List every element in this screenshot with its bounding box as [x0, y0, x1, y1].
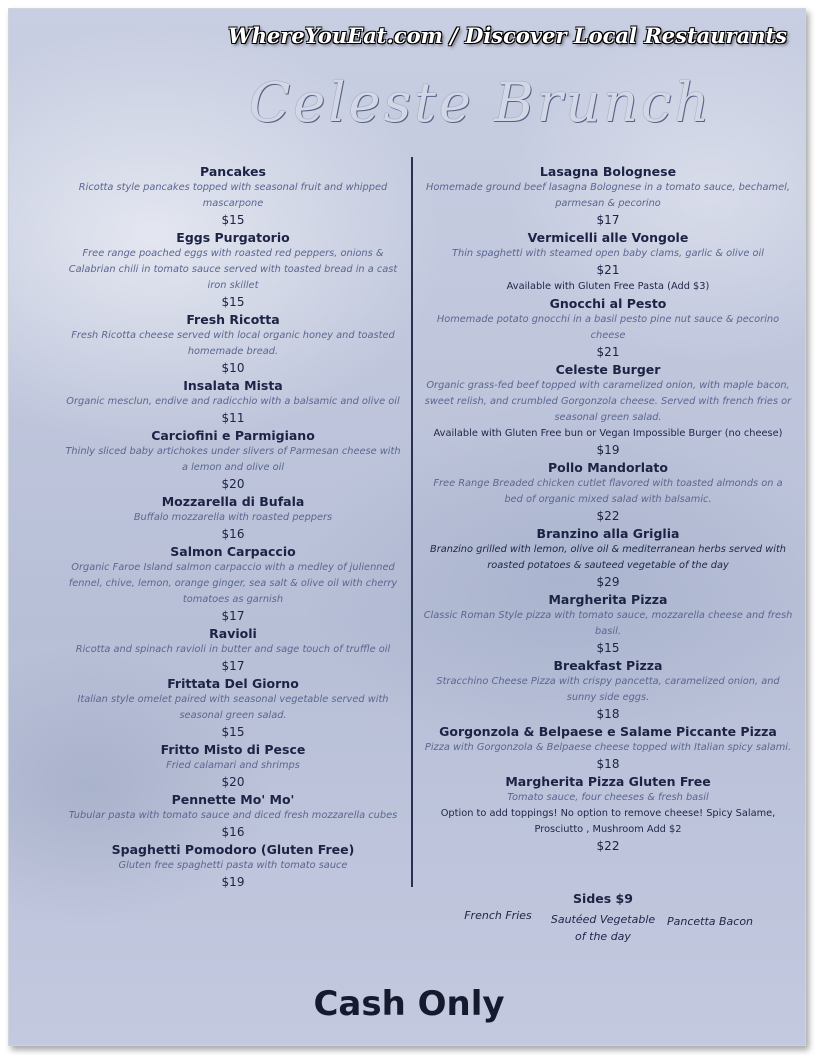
- item-price: $17: [221, 659, 245, 673]
- side-item: Sautéed Vegetable of the day: [550, 913, 656, 943]
- item-description: Gluten free spaghetti pasta with tomato sauce: [118, 860, 348, 871]
- item-price: $29: [596, 575, 620, 589]
- item-description: Fried calamari and shrimps: [166, 760, 300, 771]
- item-name: Salmon Carpaccio: [170, 544, 296, 559]
- item-description: Branzino grilled with lemon, olive oil & mediterranean herbs served with roasted potatoes & sauteed vegetable of the day: [429, 544, 787, 571]
- menu-item: [63, 543, 403, 625]
- item-name: Pennette Mo' Mo': [171, 792, 295, 807]
- item-price: $21: [596, 263, 620, 277]
- menu-item: [63, 311, 403, 377]
- item-price: $18: [596, 757, 620, 771]
- item-description: Italian style omelet paired with seasonal vegetable served with seasonal green salad.: [77, 694, 389, 721]
- item-name: Gorgonzola & Belpaese e Salame Piccante Pizza: [439, 724, 777, 739]
- item-description: Pizza with Gorgonzola & Belpaese cheese topped with Italian spicy salami.: [424, 742, 792, 753]
- item-note: Available with Gluten Free Pasta (Add $3): [506, 281, 710, 292]
- side-item: Pancetta Bacon: [666, 915, 754, 928]
- item-name: Mozzarella di Bufala: [161, 494, 305, 509]
- menu-item: [423, 591, 793, 657]
- item-name: Eggs Purgatorio: [176, 230, 290, 245]
- menu-item: [63, 625, 403, 675]
- menu-item: [63, 741, 403, 791]
- item-description: Homemade ground beef lasagna Bolognese in a tomato sauce, bechamel, parmesan & pecorino: [426, 182, 790, 209]
- item-description: Free range poached eggs with roasted red peppers, onions & Calabrian chili in tomato sauce served with toasted bread in a cast iron skillet: [68, 248, 398, 291]
- item-name: Insalata Mista: [183, 378, 283, 393]
- item-description: Stracchino Cheese Pizza with crispy pancetta, caramelized onion, and sunny side eggs.: [436, 676, 780, 703]
- menu-item: [63, 841, 403, 891]
- menu-item: [63, 163, 403, 229]
- item-price: $15: [596, 641, 620, 655]
- item-price: $15: [221, 213, 245, 227]
- menu-item: [423, 723, 793, 773]
- item-name: Fresh Ricotta: [186, 312, 280, 327]
- item-price: $18: [596, 707, 620, 721]
- right-column: [423, 163, 793, 855]
- menu-item: [423, 773, 793, 855]
- item-price: $17: [221, 609, 245, 623]
- menu-item: [63, 675, 403, 741]
- menu-item: [423, 459, 793, 525]
- item-price: $21: [596, 345, 620, 359]
- menu-item: [423, 295, 793, 361]
- menu-title: Celeste Brunch: [249, 71, 713, 134]
- menu-item: [63, 229, 403, 311]
- item-price: $15: [221, 725, 245, 739]
- item-description: Fresh Ricotta cheese served with local organic honey and toasted homemade bread.: [71, 330, 395, 357]
- watermark: WhereYouEat.com / Discover Local Restaurants: [228, 23, 787, 48]
- item-price: $16: [221, 825, 245, 839]
- column-divider: [411, 157, 413, 887]
- item-description: Organic grass-fed beef topped with caramelized onion, with maple bacon, sweet relish, and crumbled Gorgonzola cheese. Served with french fries or seasonal green salad.: [424, 380, 792, 423]
- item-description: Tomato sauce, four cheeses & fresh basil: [507, 792, 709, 803]
- item-description: Organic Faroe Island salmon carpaccio with a medley of julienned fennel, chive, lemon, orange ginger, sea salt & olive oil with cherry tomatoes as garnish: [68, 562, 398, 605]
- item-name: Margherita Pizza: [548, 592, 668, 607]
- menu-item: [63, 377, 403, 427]
- item-price: $15: [221, 295, 245, 309]
- item-name: Gnocchi al Pesto: [549, 296, 667, 311]
- item-note: Option to add toppings! No option to remove cheese! Spicy Salame, Prosciutto , Mushroom Add $2: [440, 808, 776, 835]
- item-description: Buffalo mozzarella with roasted peppers: [133, 512, 333, 523]
- item-price: $19: [596, 443, 620, 457]
- item-description: Tubular pasta with tomato sauce and diced fresh mozzarella cubes: [68, 810, 398, 821]
- menu-item: [423, 361, 793, 459]
- item-name: Ravioli: [209, 626, 257, 641]
- menu-photo: [8, 8, 806, 1046]
- item-description: Ricotta style pancakes topped with seasonal fruit and whipped mascarpone: [78, 182, 388, 209]
- item-name: Pancakes: [200, 164, 266, 179]
- sides-section: [423, 889, 793, 969]
- item-description: Homemade potato gnocchi in a basil pesto pine nut sauce & pecorino cheese: [436, 314, 780, 341]
- item-description: Ricotta and spinach ravioli in butter and sage touch of truffle oil: [75, 644, 391, 655]
- item-name: Carciofini e Parmigiano: [151, 428, 315, 443]
- item-name: Celeste Burger: [555, 362, 661, 377]
- item-name: Spaghetti Pomodoro (Gluten Free): [111, 842, 355, 857]
- item-description: Classic Roman Style pizza with tomato sauce, mozzarella cheese and fresh basil.: [423, 610, 793, 637]
- item-price: $22: [596, 839, 620, 853]
- item-name: Breakfast Pizza: [553, 658, 663, 673]
- menu-item: [423, 657, 793, 723]
- item-name: Pollo Mandorlato: [547, 460, 668, 475]
- menu-item: [423, 229, 793, 295]
- menu-item: [63, 427, 403, 493]
- item-description: Free Range Breaded chicken cutlet flavored with toasted almonds on a bed of organic mixed salad with balsamic.: [433, 478, 783, 505]
- menu-item: [63, 791, 403, 841]
- menu-item: [423, 525, 793, 591]
- item-name: Fritto Misto di Pesce: [160, 742, 306, 757]
- item-name: Lasagna Bolognese: [539, 164, 677, 179]
- cash-only-notice: Cash Only: [313, 984, 505, 1024]
- item-description: Organic mesclun, endive and radicchio with a balsamic and olive oil: [66, 396, 400, 407]
- item-description: Thin spaghetti with steamed open baby clams, garlic & olive oil: [452, 248, 764, 259]
- item-price: $17: [596, 213, 620, 227]
- item-price: $19: [221, 875, 245, 889]
- item-note: Available with Gluten Free bun or Vegan Impossible Burger (no cheese): [433, 428, 783, 439]
- sides-title: Sides $9: [573, 891, 633, 906]
- item-price: $16: [221, 527, 245, 541]
- item-price: $22: [596, 509, 620, 523]
- item-price: $20: [221, 775, 245, 789]
- item-name: Vermicelli alle Vongole: [527, 230, 689, 245]
- item-price: $10: [221, 361, 245, 375]
- side-item: French Fries: [464, 909, 532, 922]
- item-name: Frittata Del Giorno: [167, 676, 299, 691]
- item-price: $20: [221, 477, 245, 491]
- left-column: [63, 163, 403, 891]
- menu-item: [63, 493, 403, 543]
- item-price: $11: [221, 411, 245, 425]
- item-name: Branzino alla Griglia: [536, 526, 680, 541]
- item-description: Thinly sliced baby artichokes under slivers of Parmesan cheese with a lemon and olive oil: [65, 446, 401, 473]
- item-name: Margherita Pizza Gluten Free: [505, 774, 711, 789]
- menu-item: [423, 163, 793, 229]
